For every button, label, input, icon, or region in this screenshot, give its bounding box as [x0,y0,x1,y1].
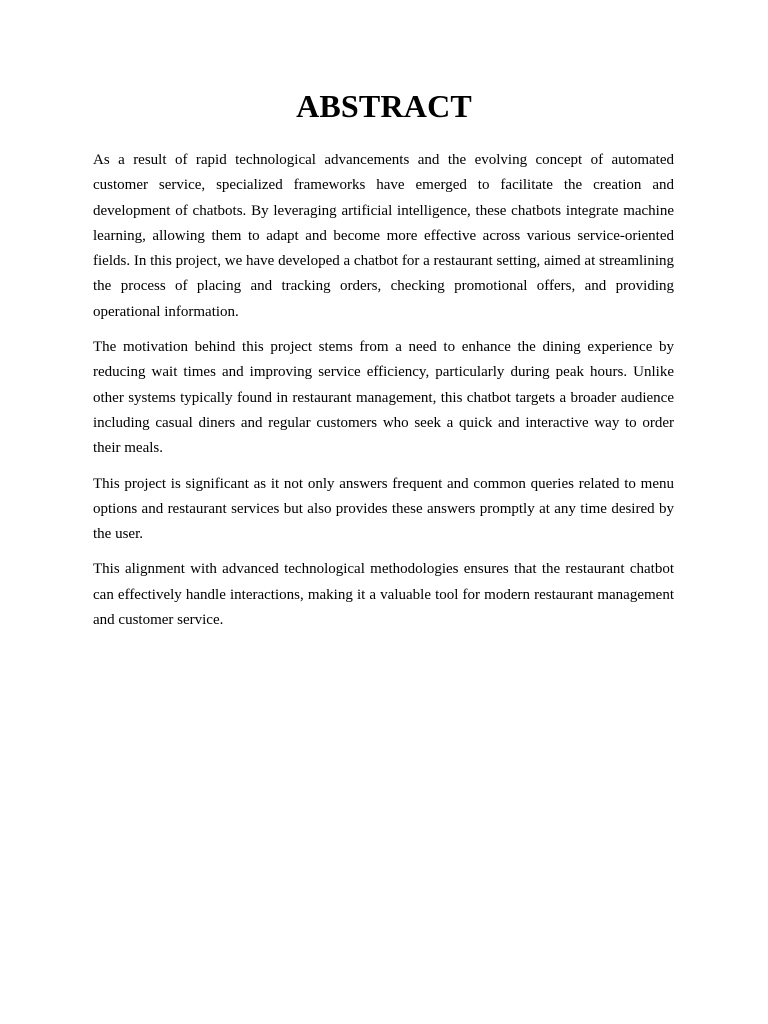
abstract-paragraph-4: This alignment with advanced technological methodologies ensures that the restaurant chatbot can effectively handle interactions, making it a valuable tool for modern restaurant management and customer service. [93,561,674,629]
abstract-paragraph-2: The motivation behind this project stems from a need to enhance the dining experience by reducing wait times and improving service efficiency, particularly during peak hours. Unlike other systems typically found in restaurant management, this chatbot targets a broader audience including casual diners and regular customers who seek a quick and interactive way to order their meals. [93,339,674,457]
page-title: ABSTRACT [296,88,472,124]
abstract-paragraph-3: This project is significant as it not only answers frequent and common queries related to menu options and restaurant services but also provides these answers promptly at any time desired by the user. [93,475,674,543]
abstract-body [93,148,674,643]
abstract-paragraph-1: As a result of rapid technological advancements and the evolving concept of automated customer service, specialized frameworks have emerged to facilitate the creation and development of chatbots. By leveraging artificial intelligence, these chatbots integrate machine learning, allowing them to adapt and become more effective across various service-oriented fields. In this project, we have developed a chatbot for a restaurant setting, aimed at streamlining the process of placing and tracking orders, checking promotional offers, and providing operational information. [93,152,674,320]
